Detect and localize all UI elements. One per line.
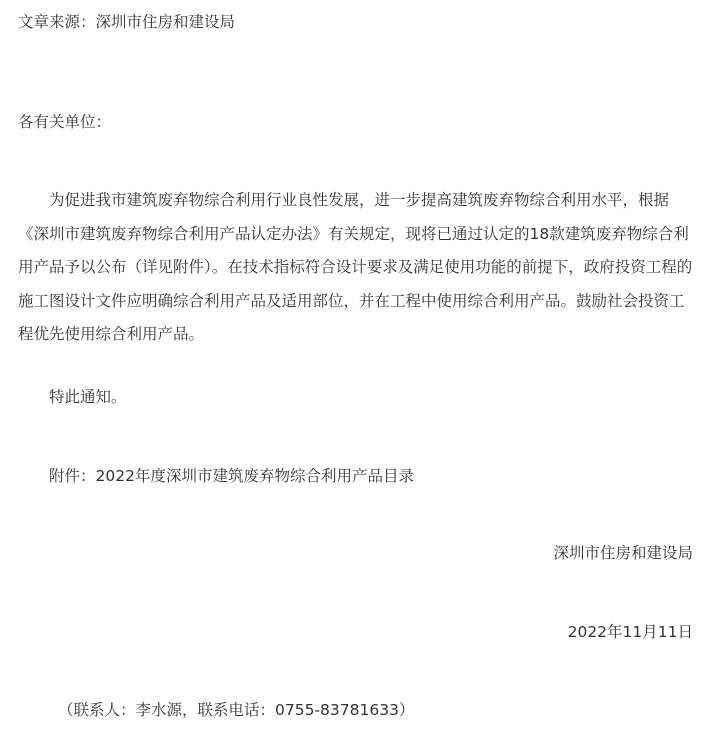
contact-info: （联系人：李水源，联系电话：0755-83781633） (58, 701, 415, 719)
signature-organization: 深圳市住房和建设局 (553, 544, 693, 562)
signature-date: 2022年11月11日 (567, 623, 693, 641)
body-paragraph: 为促进我市建筑废弃物综合利用行业良性发展，进一步提高建筑废弃物综合利用水平，根据《深圳市建筑废弃物综合利用产品认定办法》有关规定，现将已通过认定的18款建筑废弃物综合利用产品予以公布（详见附件）。在技术指标符合设计要求及满足使用功能的前提下，政府投资工程的施工图设计文件应明确综合利用产品及适用部位，并在工程中使用综合利用产品。鼓励社会投资工程优先使用综合利用产品。 (18, 191, 693, 343)
salutation: 各有关单位： (18, 113, 112, 131)
closing-notice: 特此通知。 (49, 388, 127, 406)
attachment-line: 附件：2022年度深圳市建筑废弃物综合利用产品目录 (49, 467, 414, 485)
article-source: 文章来源：深圳市住房和建设局 (18, 13, 236, 31)
